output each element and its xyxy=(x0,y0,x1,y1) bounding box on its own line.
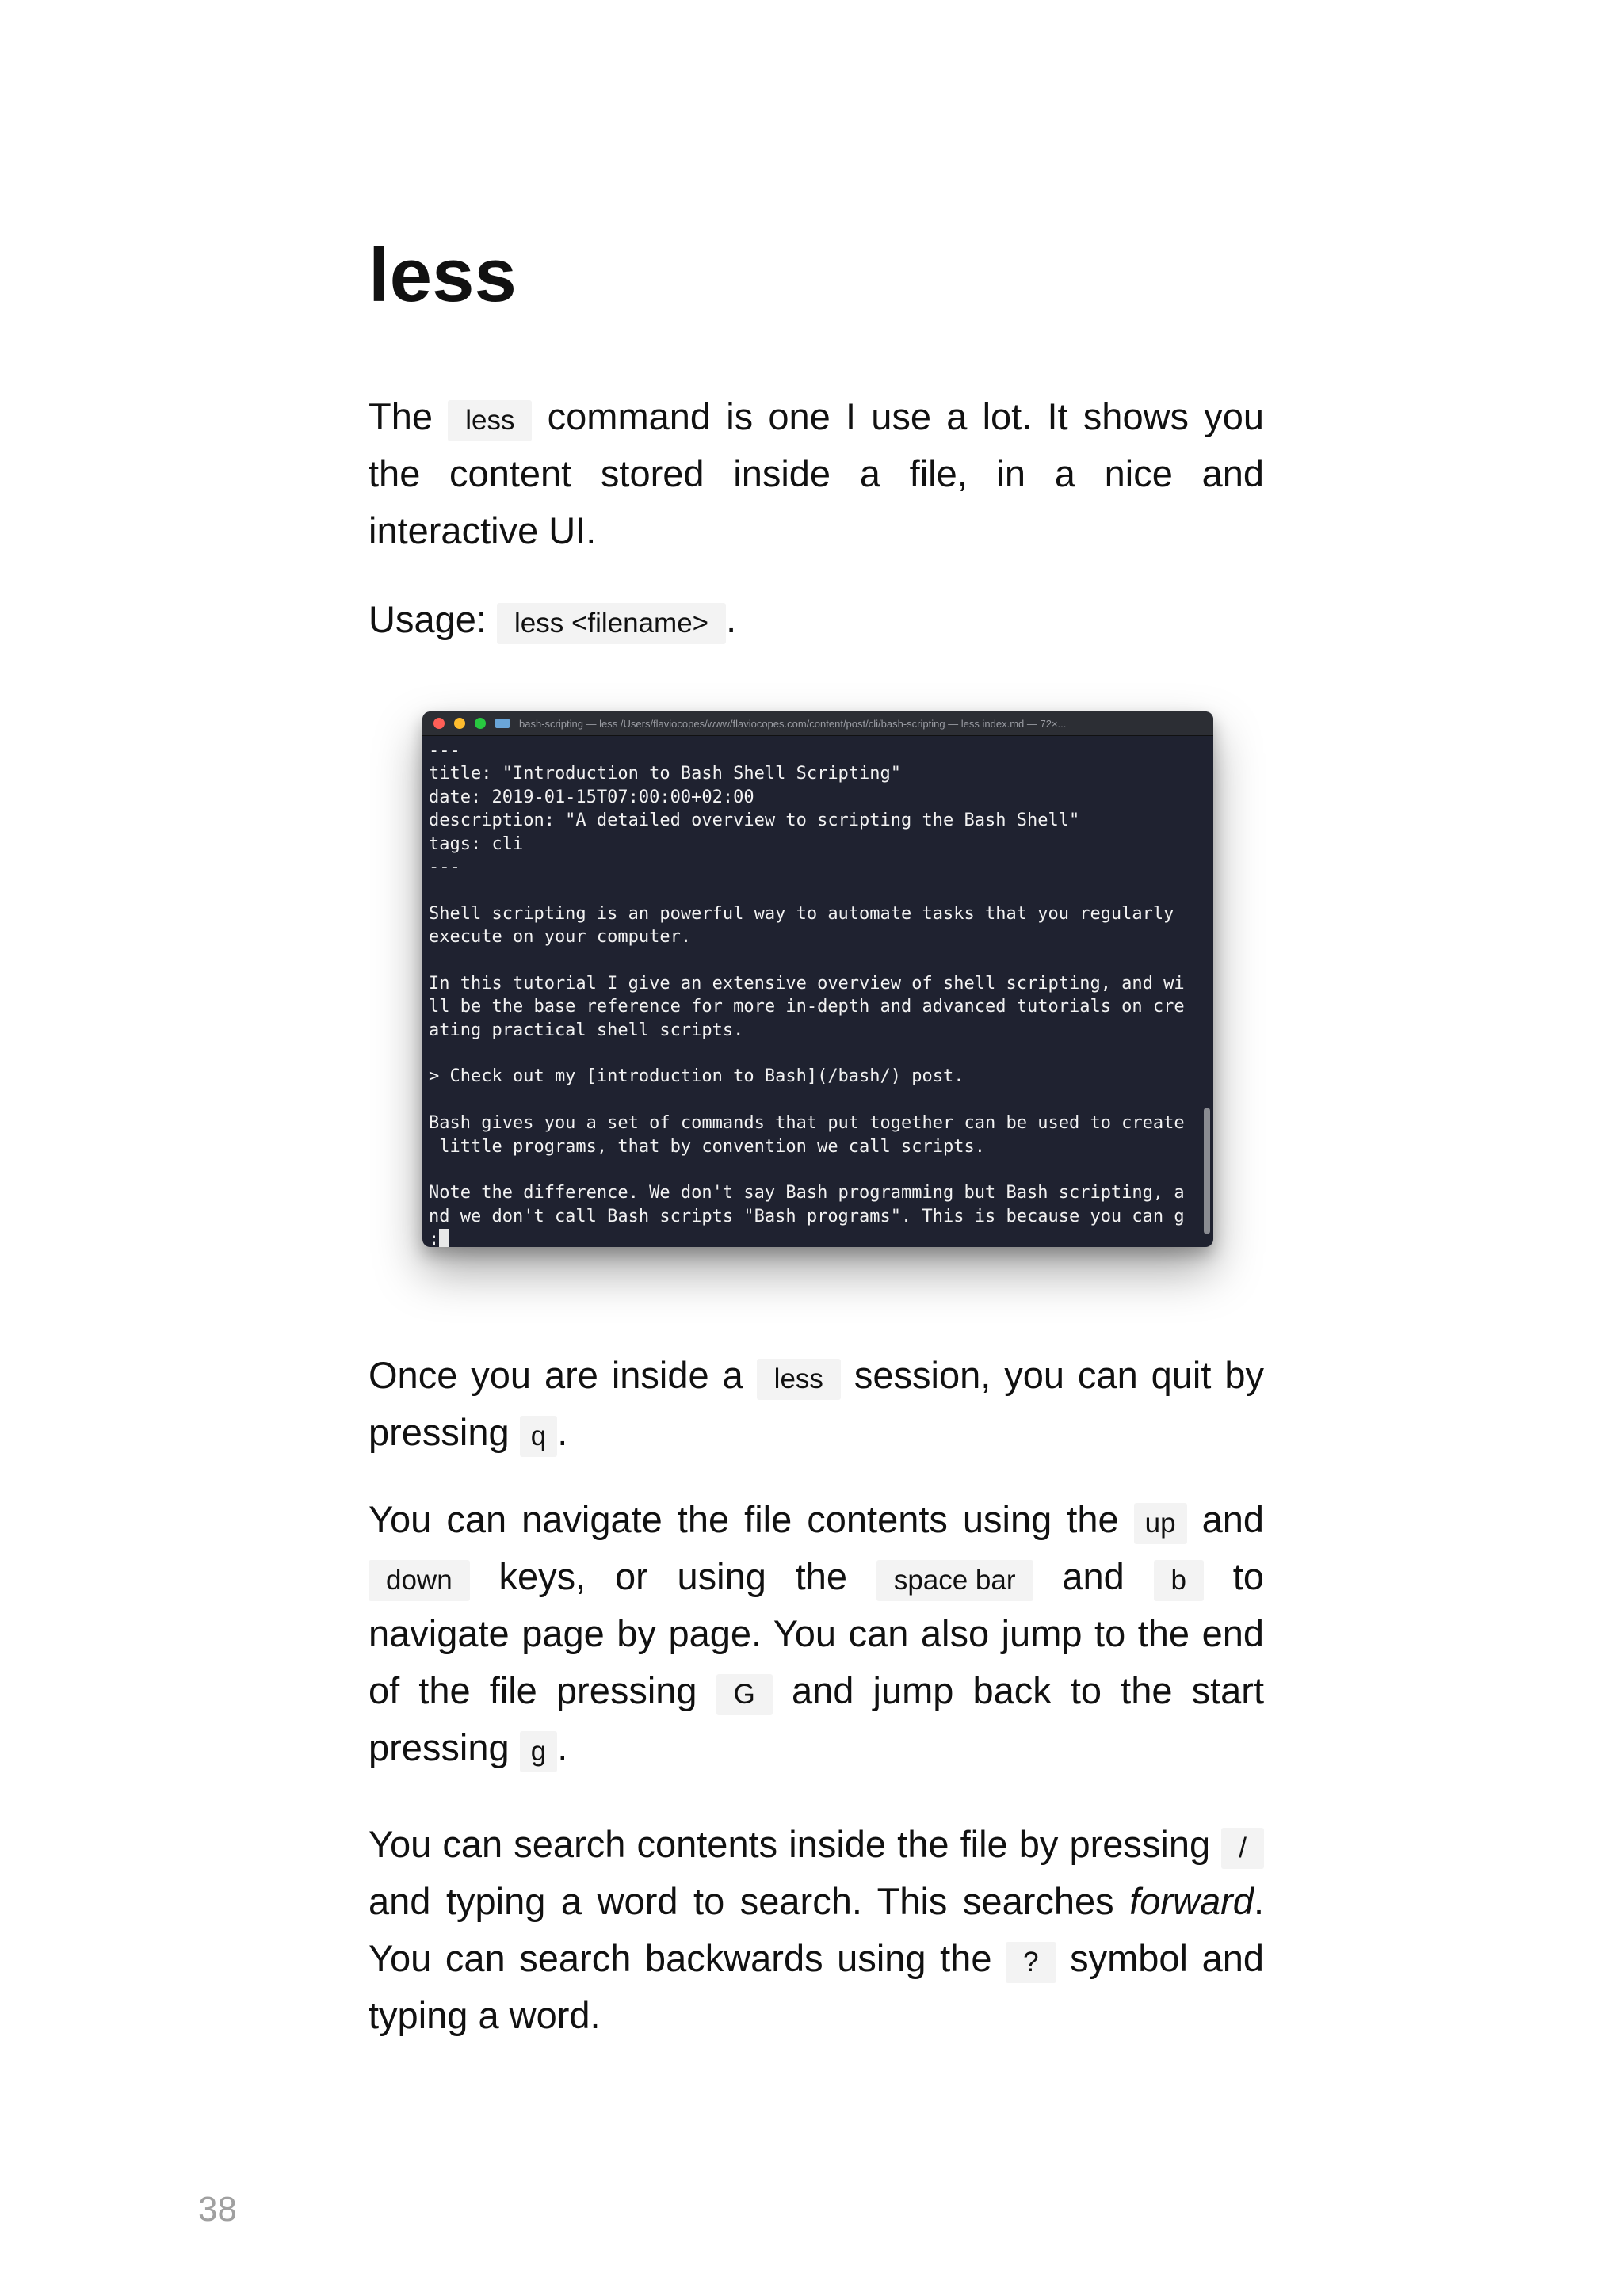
terminal-cursor xyxy=(439,1229,449,1247)
inline-code: less xyxy=(448,400,532,441)
quit-paragraph xyxy=(369,1347,1264,1461)
terminal-line: little programs, that by convention we call scripts. xyxy=(429,1136,985,1157)
page-number: 38 xyxy=(198,2190,237,2229)
inline-code: G xyxy=(716,1674,773,1715)
text: and jump back to the start pressing xyxy=(369,1669,1265,1768)
terminal-line: Shell scripting is an powerful way to automate tasks that you regularly xyxy=(429,903,1174,924)
inline-code: space bar xyxy=(876,1560,1033,1601)
intro-paragraph xyxy=(369,388,1264,559)
terminal-line xyxy=(429,879,1207,902)
text: session, you can quit by pressing xyxy=(369,1354,1264,1453)
terminal-line: ll be the base reference for more in-depth and advanced tutorials on cre xyxy=(429,997,1185,1017)
text: . xyxy=(557,1411,568,1453)
terminal-line xyxy=(429,1158,1207,1181)
search-paragraph xyxy=(369,1816,1264,2044)
inline-code: ? xyxy=(1006,1942,1056,1983)
folder-icon xyxy=(495,719,510,728)
text: You can navigate the file contents using the xyxy=(369,1498,1134,1540)
inline-code: less xyxy=(757,1359,841,1400)
inline-code: g xyxy=(520,1731,557,1772)
page-heading: less xyxy=(369,233,517,318)
terminal-line xyxy=(429,1089,1207,1112)
text: keys, or using the xyxy=(469,1555,876,1597)
terminal-output xyxy=(422,736,1213,1247)
text: to navigate page by page. You can also jump to the end of the file pressing xyxy=(369,1555,1264,1711)
terminal-line xyxy=(429,1042,1207,1065)
text: . xyxy=(557,1726,568,1768)
terminal-line: nd we don't call Bash scripts "Bash programs". This is because you can g xyxy=(429,1206,1185,1226)
text: symbol and typing a word. xyxy=(369,1937,1265,2036)
navigate-paragraph xyxy=(369,1491,1264,1776)
text: The xyxy=(369,395,449,437)
text: . You can search backwards using the xyxy=(369,1880,1264,1979)
terminal-line: tags: cli xyxy=(429,833,524,854)
maximize-window-icon xyxy=(475,718,486,729)
terminal-line xyxy=(429,949,1207,972)
emphasis: forward xyxy=(1129,1880,1254,1922)
text: command is one I use a lot. It shows you the content stored inside a file, in a nice and interactive UI. xyxy=(369,395,1265,551)
inline-code: less <filename> xyxy=(497,603,726,644)
terminal-line: title: "Introduction to Bash Shell Scripting" xyxy=(429,764,902,784)
minimize-window-icon xyxy=(454,718,465,729)
terminal-line: Note the difference. We don't say Bash programming but Bash scripting, a xyxy=(429,1183,1185,1203)
text: and xyxy=(1033,1555,1154,1597)
text: and typing a word to search. This searches xyxy=(369,1880,1130,1922)
text: You can search contents inside the file by pressing xyxy=(369,1823,1222,1865)
text: . xyxy=(726,598,737,640)
inline-code: down xyxy=(369,1560,470,1601)
terminal-line: description: "A detailed overview to scripting the Bash Shell" xyxy=(429,810,1080,831)
terminal-line: Bash gives you a set of commands that put together can be used to create xyxy=(429,1113,1185,1134)
inline-code: up xyxy=(1134,1503,1187,1544)
terminal-line: In this tutorial I give an extensive overview of shell scripting, and wi xyxy=(429,973,1185,994)
inline-code: q xyxy=(520,1416,557,1457)
text: Usage: xyxy=(369,598,497,640)
terminal-line: --- xyxy=(429,741,460,761)
text: Once you are inside a xyxy=(369,1354,757,1396)
terminal-line: > Check out my [introduction to Bash](/bash/) post. xyxy=(429,1066,964,1087)
terminal-title: bash-scripting — less /Users/flaviocopes/www/flaviocopes.com/content/post/cli/bash-scripting — less index.md — 72×... xyxy=(519,717,1067,730)
terminal-prompt: : xyxy=(429,1230,440,1247)
usage-paragraph xyxy=(369,591,1264,648)
inline-code: b xyxy=(1154,1560,1204,1601)
terminal-prompt-line xyxy=(429,1228,1207,1247)
terminal-scrollbar xyxy=(1204,1108,1210,1234)
terminal-line: ating practical shell scripts. xyxy=(429,1020,744,1040)
terminal-line: date: 2019-01-15T07:00:00+02:00 xyxy=(429,787,754,807)
inline-code: / xyxy=(1221,1828,1264,1869)
terminal-screenshot xyxy=(422,711,1213,1247)
terminal-line: --- xyxy=(429,856,460,877)
terminal-line: execute on your computer. xyxy=(429,927,692,948)
terminal-titlebar xyxy=(422,711,1213,736)
text: and xyxy=(1186,1498,1264,1540)
close-window-icon xyxy=(433,718,445,729)
